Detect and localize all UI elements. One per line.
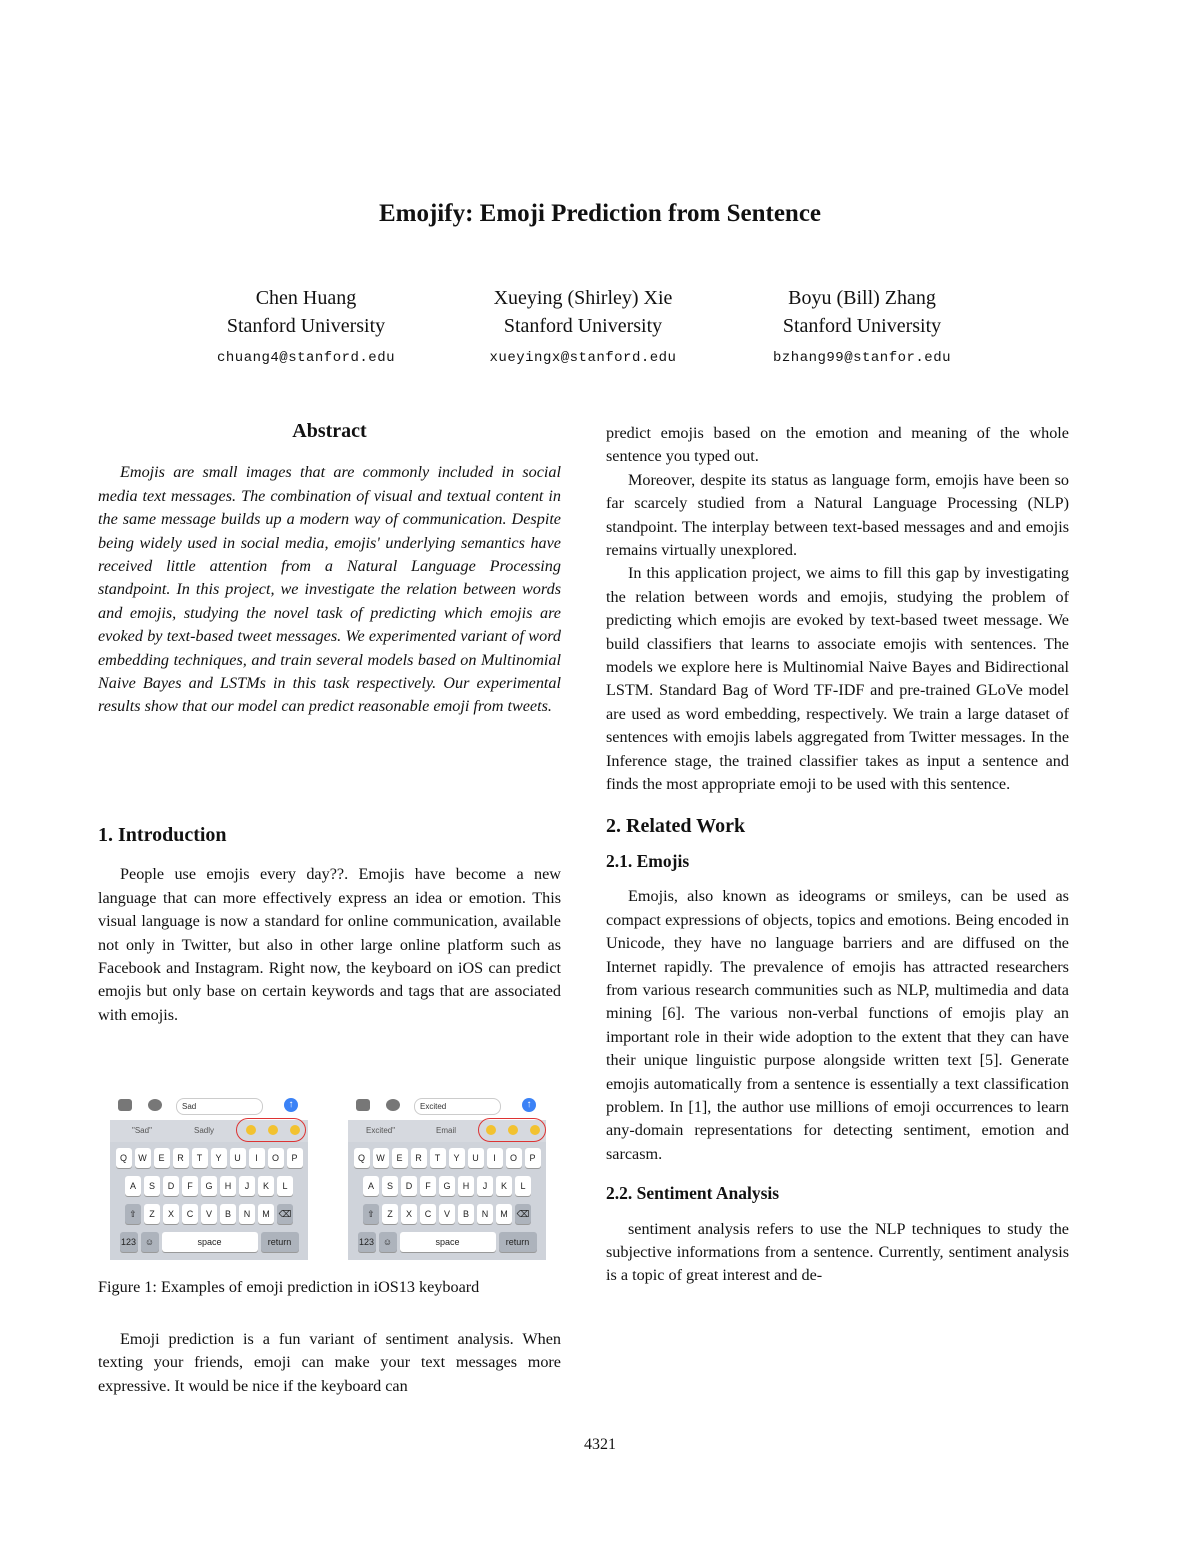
- suggestion-bar: [348, 1120, 546, 1142]
- return-key[interactable]: return: [499, 1232, 537, 1252]
- message-bar: [348, 1094, 546, 1118]
- sentiment-paragraph: sentiment analysis refers to use the NLP techniques to study the subjective informations from a sentence. Currently, sentiment analysis is a topic of great interest and de-: [606, 1219, 1069, 1285]
- author-3: [712, 284, 1012, 372]
- highlight-circle: [236, 1118, 306, 1142]
- key[interactable]: O: [506, 1148, 522, 1168]
- key[interactable]: C: [420, 1204, 436, 1224]
- backspace-icon[interactable]: ⌫: [277, 1204, 293, 1224]
- section-heading-related-work: 2. Related Work: [606, 814, 746, 837]
- author-email[interactable]: xueyingx@stanford.edu: [489, 350, 677, 366]
- key-row-1: [114, 1148, 304, 1168]
- key[interactable]: F: [182, 1176, 198, 1196]
- section-heading-introduction: 1. Introduction: [98, 824, 227, 846]
- emojis-paragraph: Emojis, also known as ideograms or smileys, can be used as compact expressions of objects, topics and emotions. Being encoded in Unicode, they have no language barriers and are diffused on the Internet rapidly. The prevalence of emojis has attracted researchers from various research communities such as NLP, multimedia and data mining [6]. The various non-verbal functions of emojis play an important role in their wide adoption to the extent that they can have their unique linguistic purpose alongside written text [5]. Generate emojis automatically from a sentence is essentially a text classification problem. In [1], the author use millions of emoji occurrences to learn any-domain representations for detecting sentiment, emotion and sarcasm.: [606, 887, 1069, 1163]
- page-number: 4321: [584, 1436, 616, 1453]
- author-2: [433, 284, 733, 372]
- key-row-3: [114, 1204, 304, 1224]
- key[interactable]: J: [239, 1176, 255, 1196]
- key[interactable]: Y: [449, 1148, 465, 1168]
- key[interactable]: K: [258, 1176, 274, 1196]
- message-bar: [110, 1094, 308, 1118]
- key[interactable]: L: [515, 1176, 531, 1196]
- key[interactable]: B: [220, 1204, 236, 1224]
- key[interactable]: G: [201, 1176, 217, 1196]
- emoji-keyboard-icon[interactable]: ☺: [379, 1232, 397, 1252]
- author-name: Boyu (Bill) Zhang: [788, 287, 936, 309]
- key-row-2: [352, 1176, 542, 1196]
- author-1: [156, 284, 456, 372]
- key[interactable]: D: [401, 1176, 417, 1196]
- key[interactable]: R: [173, 1148, 189, 1168]
- key[interactable]: E: [392, 1148, 408, 1168]
- key[interactable]: N: [239, 1204, 255, 1224]
- key[interactable]: K: [496, 1176, 512, 1196]
- key[interactable]: F: [420, 1176, 436, 1196]
- author-affiliation: Stanford University: [782, 315, 942, 337]
- shift-icon[interactable]: ⇧: [125, 1204, 141, 1224]
- key[interactable]: H: [220, 1176, 236, 1196]
- camera-icon: [118, 1099, 132, 1111]
- key[interactable]: Z: [144, 1204, 160, 1224]
- suggestion-bar: [110, 1120, 308, 1142]
- key[interactable]: X: [401, 1204, 417, 1224]
- key[interactable]: P: [287, 1148, 303, 1168]
- key[interactable]: U: [468, 1148, 484, 1168]
- key[interactable]: Q: [116, 1148, 132, 1168]
- key[interactable]: E: [154, 1148, 170, 1168]
- subsection-heading-emojis: 2.1. Emojis: [606, 850, 690, 871]
- key-row-3: [352, 1204, 542, 1224]
- key[interactable]: B: [458, 1204, 474, 1224]
- key[interactable]: X: [163, 1204, 179, 1224]
- suggestion-1[interactable]: Excited": [366, 1126, 396, 1135]
- author-name: Xueying (Shirley) Xie: [493, 287, 673, 309]
- key[interactable]: Y: [211, 1148, 227, 1168]
- paper-title: Emojify: Emoji Prediction from Sentence: [378, 200, 822, 227]
- space-key[interactable]: space: [162, 1232, 258, 1252]
- keyboard-body: [110, 1120, 308, 1260]
- key[interactable]: A: [125, 1176, 141, 1196]
- intro-paragraph-3: predict emojis based on the emotion and meaning of the whole sentence you typed out.: [606, 424, 1069, 466]
- key[interactable]: O: [268, 1148, 284, 1168]
- intro-section: [98, 824, 561, 1027]
- numbers-key[interactable]: 123: [358, 1232, 376, 1252]
- author-affiliation: Stanford University: [226, 315, 386, 337]
- key[interactable]: I: [487, 1148, 503, 1168]
- key[interactable]: U: [230, 1148, 246, 1168]
- intro-continued: [98, 1328, 561, 1398]
- key-row-4: [352, 1232, 542, 1252]
- author-email[interactable]: bzhang99@stanfor.edu: [772, 350, 952, 366]
- space-key[interactable]: space: [400, 1232, 496, 1252]
- key[interactable]: S: [382, 1176, 398, 1196]
- keyboard-body: [348, 1120, 546, 1260]
- shift-icon[interactable]: ⇧: [363, 1204, 379, 1224]
- author-email[interactable]: chuang4@stanford.edu: [216, 350, 396, 366]
- figure-caption: Figure 1: Examples of emoji prediction in iOS13 keyboard: [98, 1278, 480, 1296]
- backspace-icon[interactable]: ⌫: [515, 1204, 531, 1224]
- key[interactable]: M: [258, 1204, 274, 1224]
- highlight-circle: [478, 1118, 546, 1142]
- suggestion-2[interactable]: Sadly: [194, 1126, 215, 1135]
- abstract-heading: Abstract: [292, 420, 367, 442]
- suggestion-1[interactable]: "Sad": [132, 1126, 152, 1135]
- key[interactable]: P: [525, 1148, 541, 1168]
- camera-icon: [356, 1099, 370, 1111]
- key[interactable]: V: [439, 1204, 455, 1224]
- key-row-1: [352, 1148, 542, 1168]
- key[interactable]: J: [477, 1176, 493, 1196]
- key[interactable]: Q: [354, 1148, 370, 1168]
- key[interactable]: N: [477, 1204, 493, 1224]
- keyboard-screenshot-2: [348, 1094, 546, 1260]
- send-icon[interactable]: ↑: [522, 1098, 536, 1112]
- key[interactable]: Z: [382, 1204, 398, 1224]
- key[interactable]: G: [439, 1176, 455, 1196]
- suggestion-2[interactable]: Email: [436, 1126, 457, 1135]
- subsection-heading-sentiment: 2.2. Sentiment Analysis: [606, 1183, 780, 1204]
- left-column: [98, 420, 561, 719]
- intro-paragraph-2: Emoji prediction is a fun variant of sentiment analysis. When texting your friends, emoji can make your text messages more expressive. It would be nice if the keyboard can: [98, 1330, 561, 1395]
- key[interactable]: T: [192, 1148, 208, 1168]
- appstore-icon: [148, 1099, 162, 1111]
- key-row-4: [114, 1232, 304, 1252]
- send-icon[interactable]: ↑: [284, 1098, 298, 1112]
- key[interactable]: A: [363, 1176, 379, 1196]
- key[interactable]: H: [458, 1176, 474, 1196]
- key[interactable]: D: [163, 1176, 179, 1196]
- abstract-text: Emojis are small images that are commonly included in social media text messages. The combination of visual and textual content in the same message builds up a modern way of communication. Despite being widely used in social media, emojis' underlying semantics have received little attention from a Natural Language Processing standpoint. In this project, we investigate the relation between words and emojis, studying the novel task of predicting which emojis are evoked by text-based tweet messages. We experimented variant of word embedding techniques, and train several models based on Multinomial Naive Bayes and LSTMs in this task respectively. Our experimental results show that our model can predict reasonable emoji from tweets.: [98, 463, 561, 716]
- numbers-key[interactable]: 123: [120, 1232, 138, 1252]
- author-affiliation: Stanford University: [503, 315, 663, 337]
- key[interactable]: M: [496, 1204, 512, 1224]
- return-key[interactable]: return: [261, 1232, 299, 1252]
- right-column: [606, 422, 1069, 1288]
- intro-paragraph-4: Moreover, despite its status as language form, emojis have been so far scarcely studied from a Natural Language Processing (NLP) standpoint. The interplay between text-based messages and and emojis remains virtually unexplored.: [606, 470, 1069, 560]
- key-row-2: [114, 1176, 304, 1196]
- key[interactable]: R: [411, 1148, 427, 1168]
- key[interactable]: T: [430, 1148, 446, 1168]
- key[interactable]: S: [144, 1176, 160, 1196]
- author-name: Chen Huang: [255, 287, 357, 309]
- appstore-icon: [386, 1099, 400, 1111]
- key[interactable]: L: [277, 1176, 293, 1196]
- intro-paragraph-1: People use emojis every day??. Emojis have become a new language that can more effectively express an idea or emotion. This visual language is now a standard for online communication, available not only in Twitter, but also in other large online platform such as Facebook and Instagram. Right now, the keyboard on iOS can predict emojis but only base on certain keywords and tags that are associated with emojis.: [98, 865, 561, 1024]
- key[interactable]: W: [135, 1148, 151, 1168]
- message-input[interactable]: Excited: [414, 1098, 501, 1115]
- key[interactable]: I: [249, 1148, 265, 1168]
- figure-caption-block: [98, 1276, 561, 1299]
- intro-paragraph-5: In this application project, we aims to fill this gap by investigating the relation between words and emojis, studying the problem of predicting which emojis are evoked by text-based tweet message. We build classifiers that learns to associate emojis with sentences. The models we explore here is Multinomial Naive Bayes and Bidirectional LSTM. Standard Bag of Word TF-IDF and pre-trained GLoVe model are used as word embedding, respectively. We train a large dataset of sentences with emojis labels aggregated from Twitter messages. In the Inference stage, the trained classifier takes as input a sentence and finds the most appropriate emoji to be used with this sentence.: [606, 564, 1069, 794]
- emoji-keyboard-icon[interactable]: ☺: [141, 1232, 159, 1252]
- key[interactable]: W: [373, 1148, 389, 1168]
- keyboard-screenshot-1: [110, 1094, 308, 1260]
- key[interactable]: C: [182, 1204, 198, 1224]
- key[interactable]: V: [201, 1204, 217, 1224]
- message-input[interactable]: Sad: [176, 1098, 263, 1115]
